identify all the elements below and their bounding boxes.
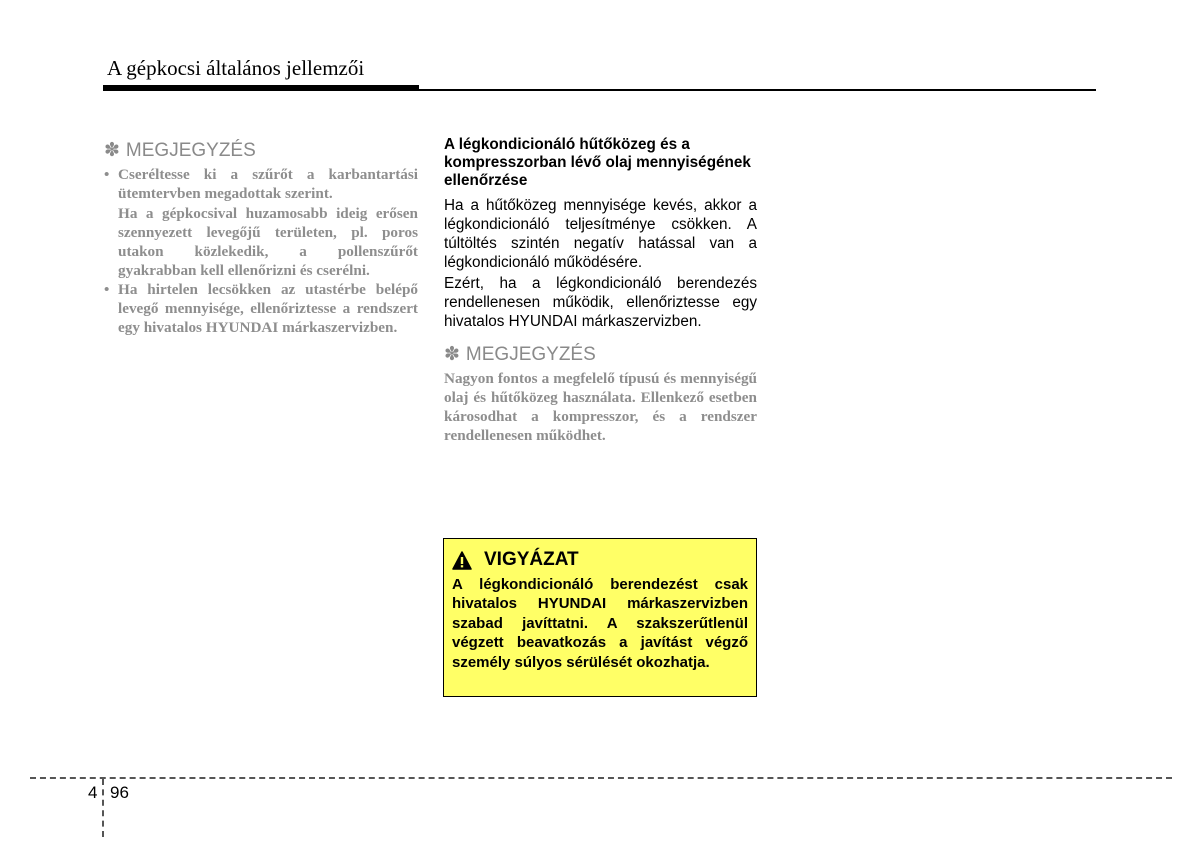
section-heading: A légkondicionáló hűtőközeg és a kompresszorban lévő olaj mennyiségének ellenőrzése <box>444 136 751 189</box>
header-rule-thin <box>419 89 1096 91</box>
header-rule-thick <box>103 85 419 91</box>
bullet-icon: • <box>104 281 110 298</box>
list-item <box>104 280 418 337</box>
note-paragraph: Ha hirtelen lecsökken az utastérbe belépő levegő mennyisége, ellenőriztesse a rendszert egy hivatalos HYUNDAI márkaszervizben. <box>118 281 418 336</box>
left-note-heading <box>104 140 418 162</box>
section-paragraph: Ha a hűtőközeg mennyisége kevés, akkor a légkondicionáló teljesítménye csökken. A túltöltés szintén negatív hatással van a légkondicionáló működésére. <box>444 197 757 271</box>
note-paragraph: Ha a gépkocsival huzamosabb ideig erősen szennyezett levegőjű területen, pl. poros utakon közlekedik, a pollenszűrőt gyakrabban kell ellenőrizni és cserélni. <box>118 205 418 279</box>
footer-dashed-rule <box>30 777 1172 779</box>
footer-dashed-divider <box>102 779 104 837</box>
note-star-icon: ✽ <box>104 140 120 161</box>
left-note-heading-text: MEGJEGYZÉS <box>125 140 256 161</box>
page-header-title: A gépkocsi általános jellemzői <box>107 56 365 80</box>
caution-title: VIGYÁZAT <box>484 549 579 570</box>
right-note-heading <box>444 344 757 366</box>
footer-page-number: 96 <box>110 783 129 802</box>
warning-triangle-icon <box>452 551 472 570</box>
caution-box <box>443 538 757 697</box>
right-note-text: Nagyon fontos a megfelelő típusú és mennyiségű olaj és hűtőközeg használata. Ellenkező esetben károsodhat a kompresszor, és a rendszer rendellenesen működhet. <box>444 370 757 444</box>
left-note-list <box>104 165 418 337</box>
list-item <box>104 165 418 280</box>
caution-text: A légkondicionáló berendezést csak hivatalos HYUNDAI márkaszervizben szabad javíttatni. A szakszerűtlenül végzett beavatkozás a javítást végző személy súlyos sérülését okozhatja. <box>452 576 748 671</box>
note-star-icon: ✽ <box>444 344 460 365</box>
section-paragraph: Ezért, ha a légkondicionáló berendezés rendellenesen működik, ellenőriztesse egy hivatalos HYUNDAI márkaszervizben. <box>444 275 757 330</box>
note-paragraph: Cseréltesse ki a szűrőt a karbantartási ütemtervben megadottak szerint. <box>118 166 418 202</box>
right-note-heading-text: MEGJEGYZÉS <box>465 344 596 365</box>
left-column <box>104 140 418 337</box>
footer-chapter-number: 4 <box>88 783 98 802</box>
right-column <box>444 136 757 445</box>
bullet-icon: • <box>104 166 110 183</box>
caution-header <box>452 547 748 573</box>
